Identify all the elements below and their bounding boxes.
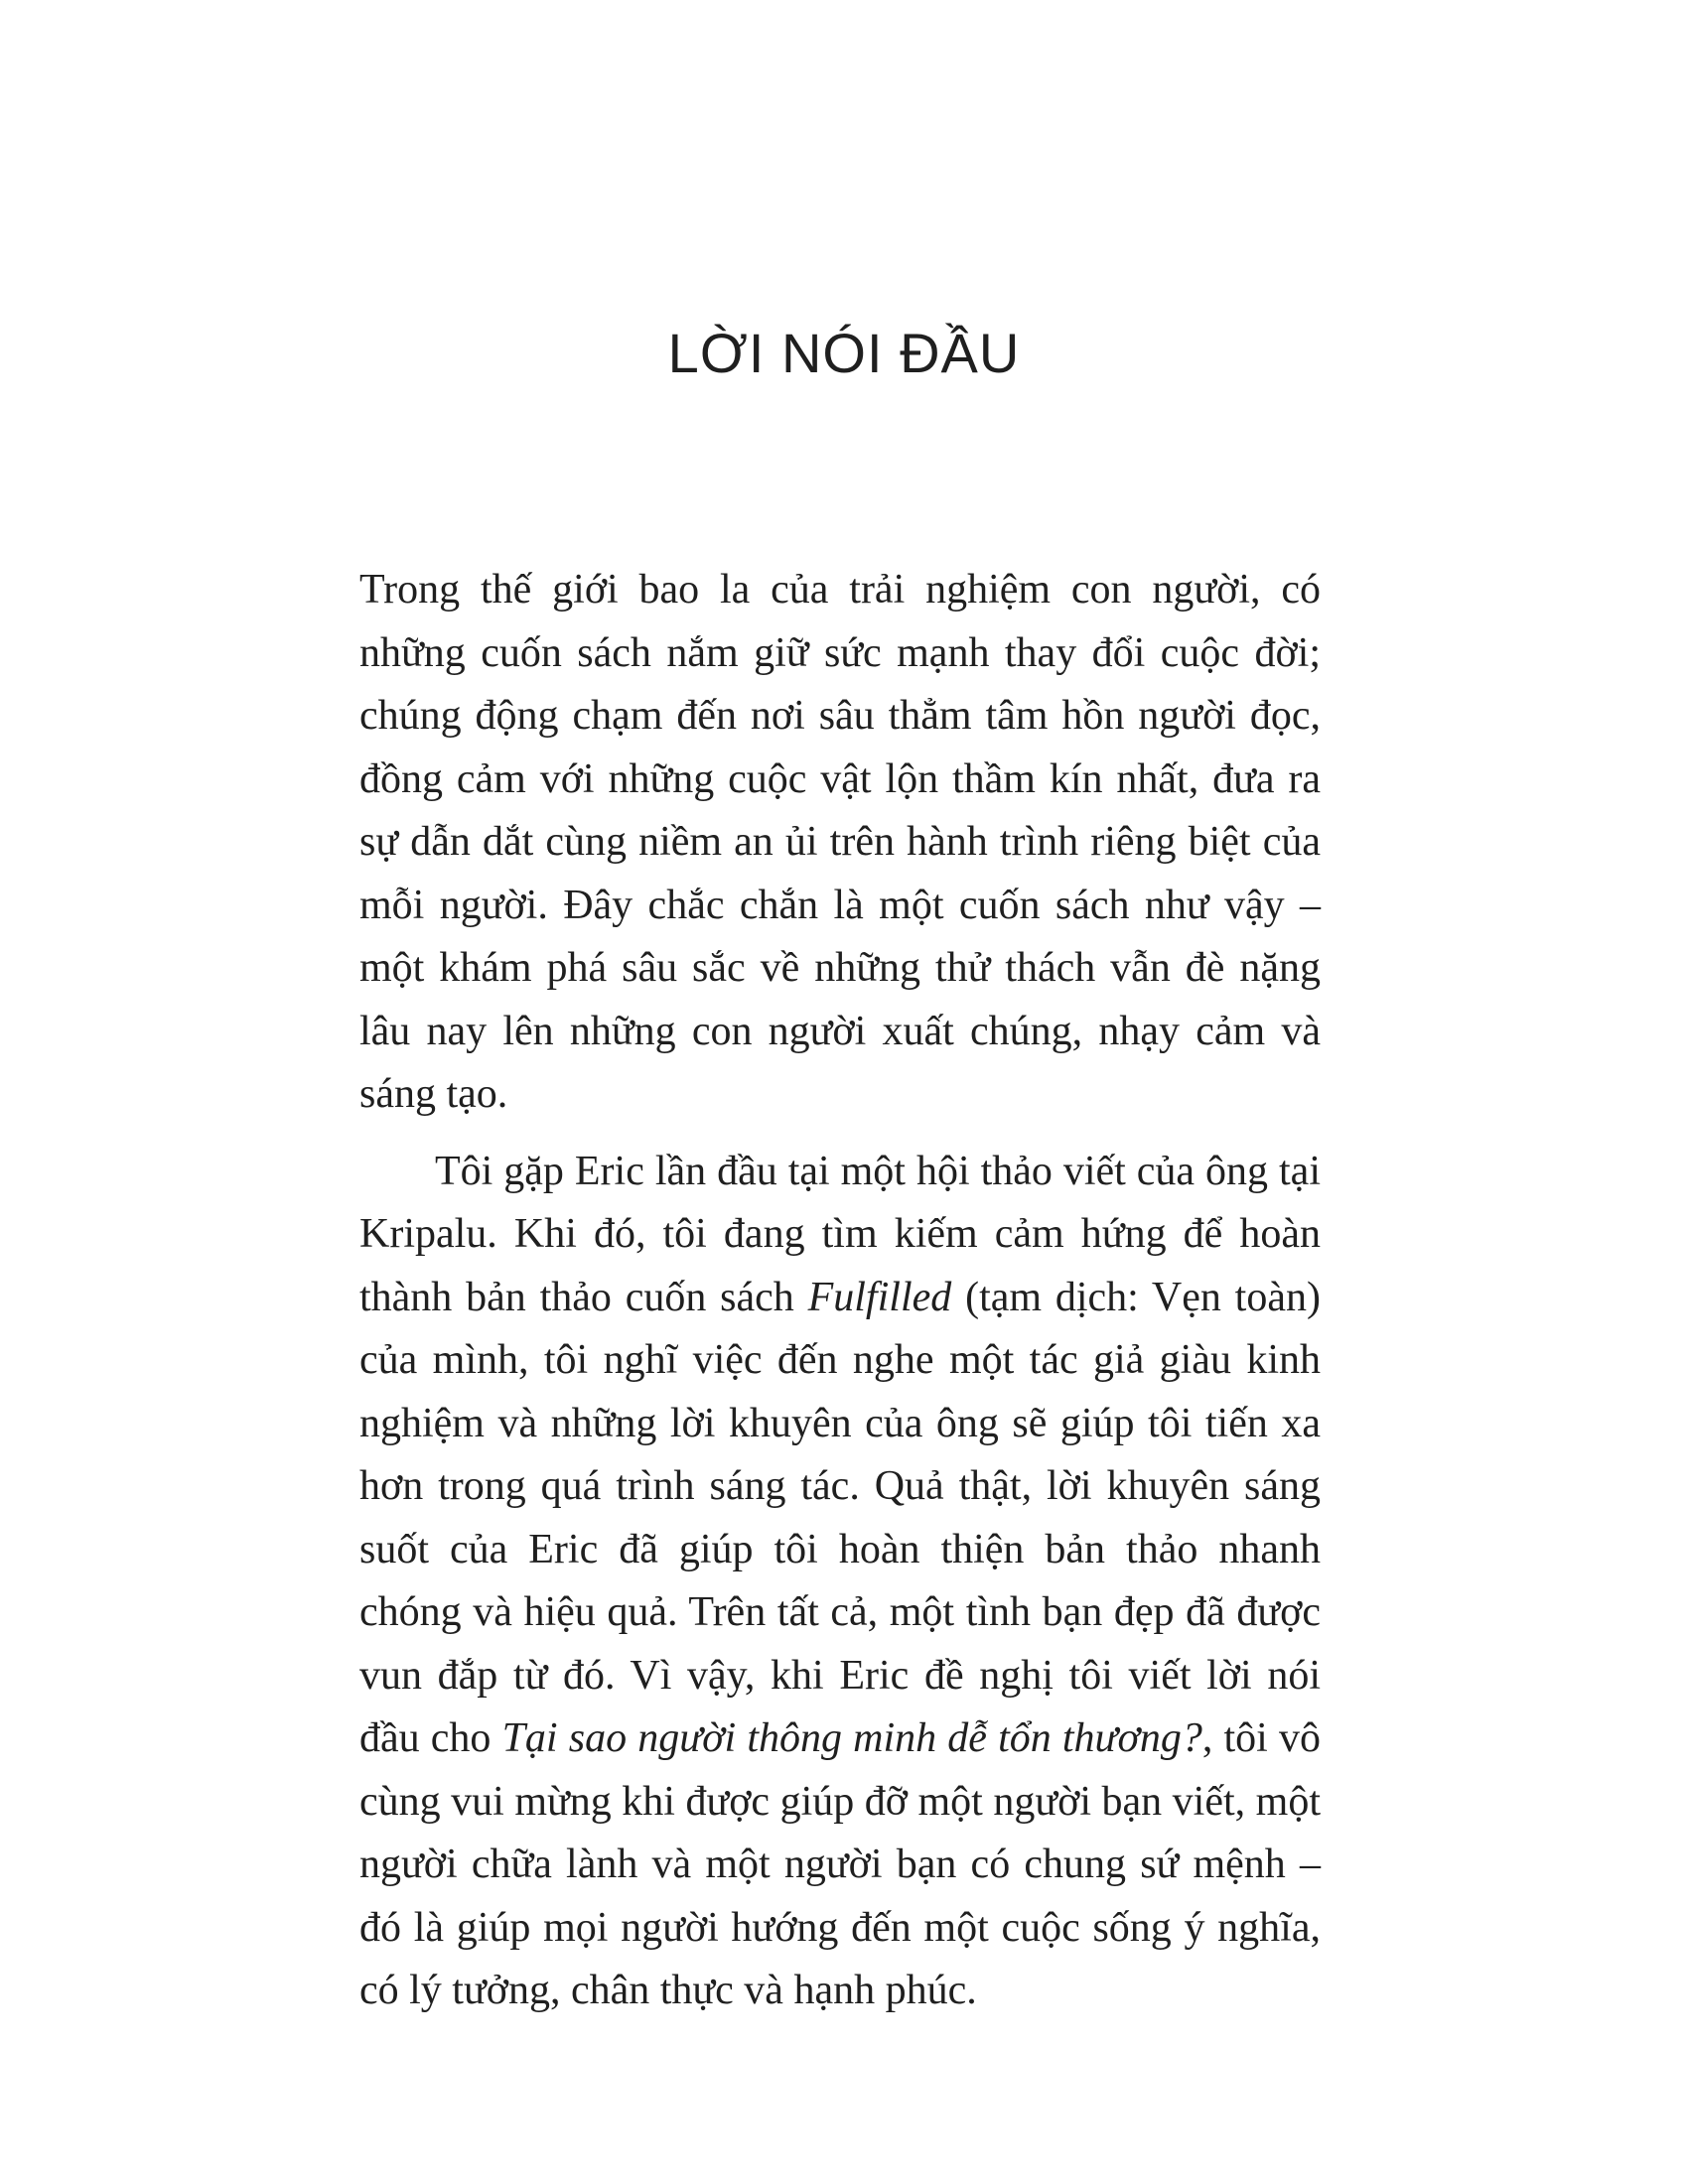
chapter-title: LỜI NÓI ĐẦU [667,322,1021,384]
paragraph-1: Trong thế giới bao la của trải nghiệm con người, có những cuốn sách nắm giữ sức mạnh thay đổi cuộc đời; chúng động chạm đến nơi sâu thẳm tâm hồn người đọc, đồng cảm với những cuộc vật lộn thầm kín nhất, đưa ra sự dẫn dắt cùng niềm an ủi trên hành trình riêng biệt của mỗi người. Đây chắc chắn là một cuốn sách như vậy – một khám phá sâu sắc về những thử thách vẫn đè nặng lâu nay lên những con người xuất chúng, nhạy cảm và sáng tạo. [359,567,1321,1117]
body-text [359,559,1321,2023]
book-title-current: Tại sao người thông minh dễ tổn thương? [501,1715,1202,1761]
paragraph-2-text-a: Tôi gặp Eric lần đầu tại một hội thảo viết của ông tại Kripalu. Khi đó, tôi đang tìm kiếm cảm hứng để hoàn thành bản thảo cuốn sách [359,1148,1321,1320]
paragraph-2-text-c: , tôi vô cùng vui mừng khi được giúp đỡ một người bạn viết, một người chữa lành và một người bạn có chung sứ mệnh – đó là giúp mọi người hướng đến một cuộc sống ý nghĩa, có lý tưởng, chân thực và hạnh phúc. [359,1715,1321,2013]
book-title-fulfilled: Fulfilled [807,1274,952,1320]
paragraph-2 [359,1141,1321,2023]
paragraph-2-text-b: (tạm dịch: Vẹn toàn) của mình, tôi nghĩ việc đến nghe một tác giả giàu kinh nghiệm và những lời khuyên của ông sẽ giúp tôi tiến xa hơn trong quá trình sáng tác. Quả thật, lời khuyên sáng suốt của Eric đã giúp tôi hoàn thiện bản thảo nhanh chóng và hiệu quả. Trên tất cả, một tình bạn đẹp đã được vun đắp từ đó. Vì vậy, khi Eric đề nghị tôi viết lời nói đầu cho [359,1274,1321,1761]
